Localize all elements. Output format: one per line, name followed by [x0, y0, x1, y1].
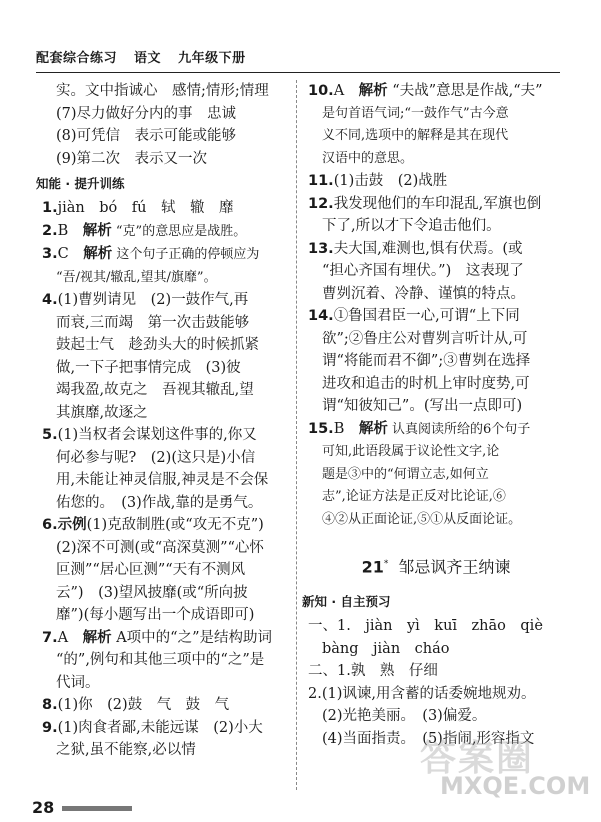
page-number: 28 [32, 798, 55, 817]
question-2: 2.B 解析 “克”的意思应是战胜。 [42, 222, 247, 239]
section-heading: 新知 · 自主预习 [302, 594, 391, 610]
analysis-label: 解析 [358, 420, 388, 437]
question-3: 3.C 解析 这个句子正确的停顿应为 [42, 246, 260, 262]
answer-line: 2.(1)讽谏,用含蓄的话委婉地规劝。 [308, 685, 536, 702]
subject-label: 语文 [134, 51, 162, 66]
answer-line: 实。文中指诚心 感情;情形;情理 [56, 83, 269, 99]
question-5: 5.(1)当权者会谋划这件事的,你又 [42, 427, 257, 443]
question-1: 1.jiàn bó fú 轼 辙 靡 [42, 200, 234, 216]
answer-line: (7)尽力做好分内的事 忠诚 [56, 105, 237, 122]
question-13: 13.夫大国,难测也,惧有伏焉。(或 [308, 240, 523, 257]
right-column: 10.A 解析 “夫战”意思是作战,“夫” 是句首语气词;“一鼓作气”古今意 义不同,选项中的解释是其在现代 汉语中的意思。 11.(1)击鼓 (2)战胜 12.我发现他们的车印混乱,军旗也倒 下了,所以才下令追击他们。 13.夫大国,难测也,惧有伏焉。(或 “担心齐国有埋伏。”) 这表现了 曹刿沉着、冷静、谨慎的特点。 14.①鲁国君臣一心,可谓“上下同 欲”;②鲁庄公对曹刿言听计从,可 谓“将能而君不御”;③曹刿在选择 进攻和追击的时机上审时度势,可 谓“知彼知己”。(写出一点即可) 15.B 解析 认真阅读所给的6个句子 可知,此语段属于议论性文字,论 题是③中的“何谓立志,如何立 志”,论证方法是正反对比论证,⑥ ④②从正面论证,⑤①从反面论证。 21* 邹忌讽齐王纳谏 新知 · 自主预习 一、1. jiàn yì kuī zhāo qiè bàng jiàn cháo 二、1.孰 熟 仔细 2.(1)讽谏,用含蓄的话委婉地规劝。 (2)光艳美丽。 (3)偏爱。 (4)当面指责。 (5)指闹,形容指文 [308, 80, 564, 750]
left-column: 实。文中指诚心 感情;情形;情理 (7)尽力做好分内的事 忠诚 (8)可凭信 表示可能或能够 (9)第二次 表示又一次 知能 · 提升训练 1.jiàn bó fú 轼 辙 靡 2.B 解析 “克”的意思应是战胜。 3.C 解析 这个句子正确的停顿应为 “吾/视其/辙乱,望其/旗靡”。 4.(1)曹刿请见 (2)一鼓作气,再 而衰,三而竭 第一次击鼓能够 鼓起士气 趁劲头大的时候抓紧 做,一下子把事情完成 (3)彼 竭我盈,故克之 吾视其辙乱,望 其旗靡,故逐之 5.(1)当权者会谋划这件事的,你又 何必参与呢? (2)(这只是)小信 用,未能让神灵信服,神灵是不会保 佑您的。 (3)作战,靠的是勇气。 6.示例(1)克敌制胜(或“攻无不克”) (2)深不可测(或“高深莫测”“心怀 叵测”“居心叵测”“天有不测风 云”) (3)望风披靡(或“所向披 靡”)(每小题写出一个成语即可) 7.A 解析 A项中的“之”是结构助词 “的”,例句和其他三项中的“之”是 代词。 8.(1)你 (2)鼓 气 鼓 气 9.(1)肉食者鄙,未能远谋 (2)小大 之狱,虽不能察,必以情 [42, 80, 288, 762]
answer-line: 二、1.孰 熟 仔细 [308, 663, 438, 680]
grade-label: 九年级下册 [178, 51, 246, 66]
lesson-name: 邹忌讽齐王纳谏 [398, 557, 511, 577]
question-10: 10.A 解析 “夫战”意思是作战,“夫” [308, 83, 543, 99]
optional-mark: * [383, 559, 389, 569]
answer-line: (9)第二次 表示又一次 [56, 150, 208, 167]
question-9: 9.(1)肉食者鄙,未能远谋 (2)小大 [42, 719, 263, 736]
column-divider [296, 80, 297, 790]
section-heading: 知能 · 提升训练 [36, 176, 125, 191]
lesson-number: 21 [361, 557, 384, 577]
question-15: 15.B 解析 认真阅读所给的6个句子 [308, 420, 531, 437]
analysis-label: 解析 [82, 222, 112, 239]
question-14: 14.①鲁国君臣一心,可谓“上下同 [308, 308, 520, 324]
watermark-logo: 答案圈 [420, 738, 535, 779]
question-4: 4.(1)曹刿请见 (2)一鼓作气,再 [42, 292, 249, 308]
pinyin-line: bàng jiàn cháo [322, 640, 450, 657]
answer-line: (8)可凭信 表示可能或能够 [56, 128, 237, 144]
question-11: 11.(1)击鼓 (2)战胜 [308, 173, 448, 189]
example-label: 示例 [57, 517, 87, 533]
question-8: 8.(1)你 (2)鼓 气 鼓 气 [42, 697, 230, 713]
question-12: 12.我发现他们的车印混乱,军旗也倒 [308, 195, 542, 212]
book-title: 配套综合练习 [36, 51, 118, 66]
pinyin-line: 一、1. jiàn yì kuī zhāo qiè [308, 618, 543, 635]
question-7: 7.A 解析 A项中的“之”是结构助词 [42, 629, 272, 646]
watermark-url: MXQE.COM [440, 772, 591, 800]
answer-line: (4)当面指责。 (5)指闹,形容指文 [322, 730, 535, 747]
answer-line: (2)光艳美丽。 (3)偏爱。 [322, 708, 487, 725]
footer-bar [62, 806, 132, 811]
analysis-label: 解析 [82, 629, 112, 646]
question-6: 6.示例(1)克敌制胜(或“攻无不克”) [42, 517, 264, 533]
analysis-label: 解析 [358, 83, 388, 99]
page-header [36, 48, 560, 73]
lesson-title [308, 551, 564, 580]
analysis-label: 解析 [83, 246, 113, 262]
question-number: 1. [42, 200, 58, 216]
